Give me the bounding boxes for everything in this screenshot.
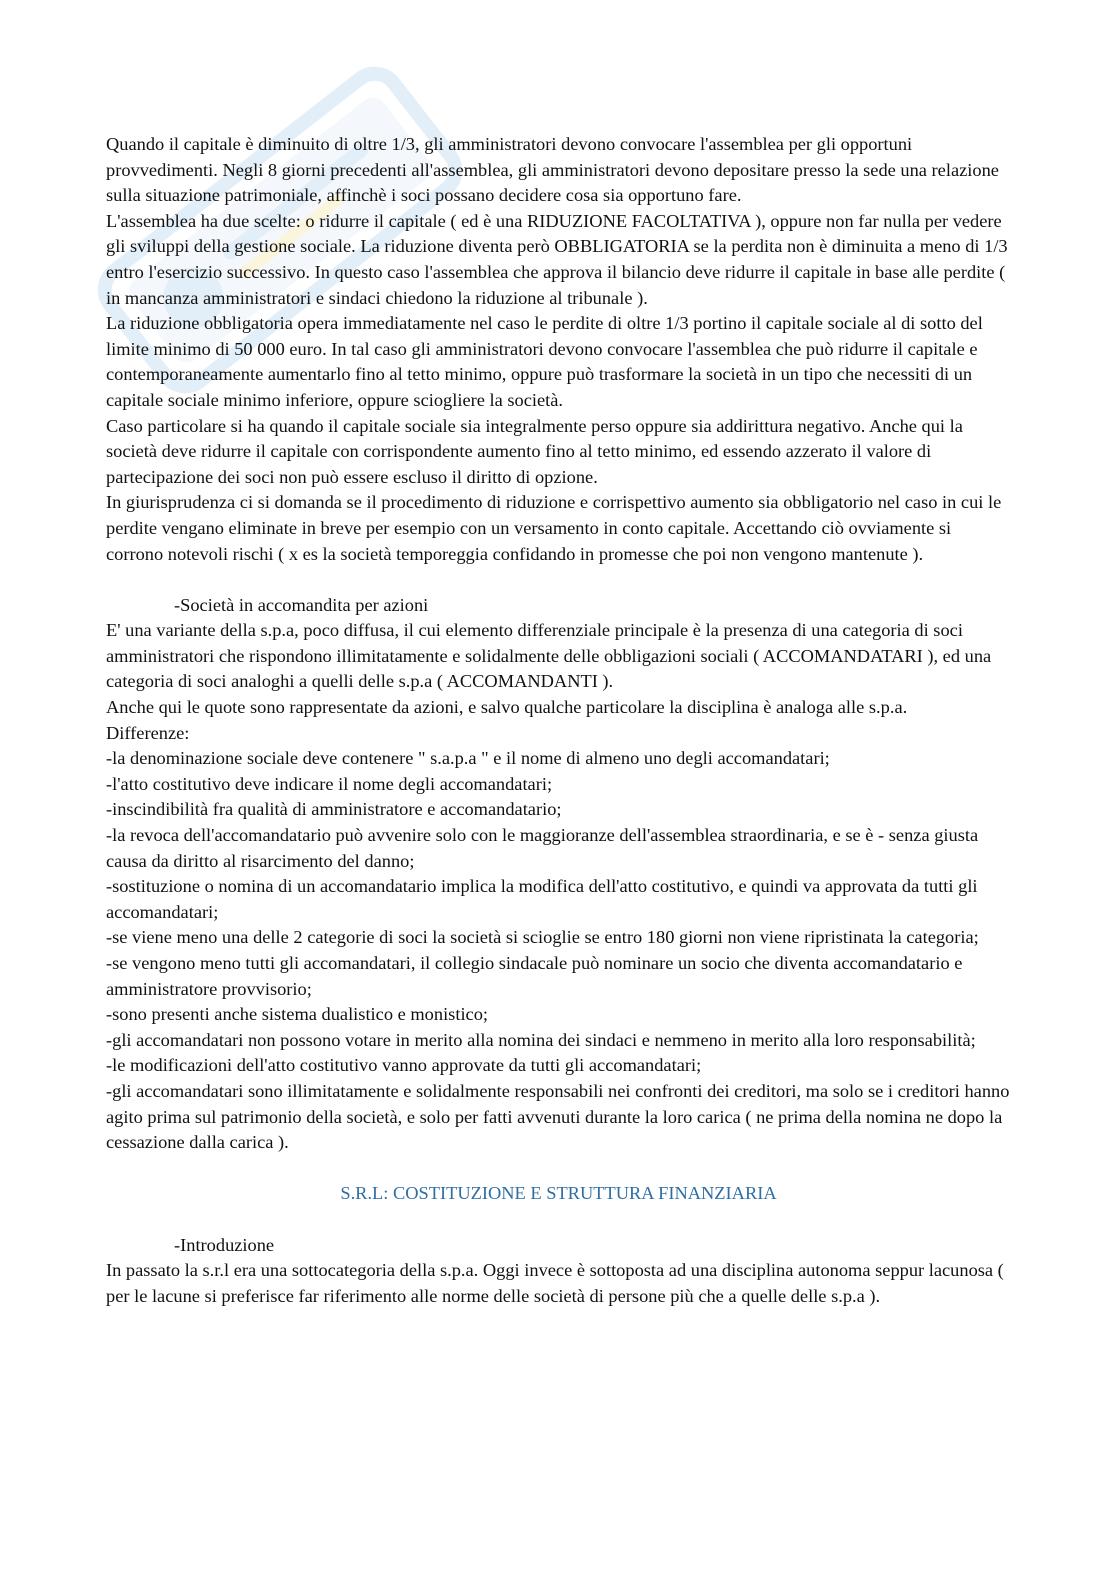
list-item: -se viene meno una delle 2 categorie di soci la società si scioglie se entro 180 giorni non viene ripristinata la categoria; xyxy=(106,927,979,948)
subheading-sapa: -Società in accomandita per azioni xyxy=(174,594,429,615)
list-item: -la revoca dell'accomandatario può avvenire solo con le maggioranze dell'assemblea straordinaria, e se è - senza giusta causa da diritto al risarcimento del danno; xyxy=(106,825,979,871)
list-item: -le modificazioni dell'atto costitutivo vanno approvate da tutti gli accomandatari; xyxy=(106,1055,702,1076)
paragraph: E' una variante della s.p.a, poco diffusa, il cui elemento differenziale principale è la presenza di una categoria di soci amministratori che rispondono illimitatamente e solidalmente delle obbligazioni sociali ( ACCOMANDATARI ), ed una categoria di soci analoghi a quelli delle s.p.a ( ACCOMANDANTI ). xyxy=(106,620,992,692)
paragraph: Anche qui le quote sono rappresentate da azioni, e salvo qualche particolare la disciplina è analoga alle s.p.a. xyxy=(106,697,908,718)
spacer xyxy=(106,567,1011,593)
list-item: -la denominazione sociale deve contenere " s.a.p.a " e il nome di almeno uno degli accomandatari; xyxy=(106,748,830,769)
list-item: -l'atto costitutivo deve indicare il nome degli accomandatari; xyxy=(106,773,553,794)
paragraph: La riduzione obbligatoria opera immediatamente nel caso le perdite di oltre 1/3 portino il capitale sociale al di sotto del limite minimo di 50 000 euro. In tal caso gli amministratori devono convocare l'assemblea che può ridurre il capitale e contemporaneamente aumentarlo fino al tetto minimo, oppure può trasformare la società in un tipo che necessiti di un capitale sociale minimo inferiore, oppure sciogliere la società. xyxy=(106,313,983,410)
paragraph: In passato la s.r.l era una sottocategoria della s.p.a. Oggi invece è sottoposta ad una disciplina autonoma seppur lacunosa ( per le lacune si preferisce far riferimento alle norme delle società di persone più che a quelle delle s.p.a ). xyxy=(106,1260,1004,1306)
document-body xyxy=(106,132,1011,1309)
spacer xyxy=(106,1207,1011,1233)
list-item: -gli accomandatari sono illimitatamente e solidalmente responsabili nei confronti dei creditori, ma solo se i creditori hanno agito prima sul patrimonio della società, e solo per fatti avvenuti durante la loro carica ( ne prima della nomina ne dopo la cessazione dalla carica ). xyxy=(106,1080,1010,1153)
list-item: -sono presenti anche sistema dualistico e monistico; xyxy=(106,1004,489,1025)
list-item: -gli accomandatari non possono votare in merito alla nomina dei sindaci e nemmeno in merito alla loro responsabilità; xyxy=(106,1029,976,1050)
list-item: -se vengono meno tutti gli accomandatari, il collegio sindacale può nominare un socio che diventa accomandatario e amministratore provvisorio; xyxy=(106,953,963,999)
list-item: -sostituzione o nomina di un accomandatario implica la modifica dell'atto costitutivo, e quindi va approvata da tutti gli accomandatari; xyxy=(106,876,978,922)
section-title: S.R.L: COSTITUZIONE E STRUTTURA FINANZIARIA xyxy=(340,1183,777,1204)
subheading-introduzione: -Introduzione xyxy=(174,1234,275,1255)
paragraph: L'assemblea ha due scelte: o ridurre il capitale ( ed è una RIDUZIONE FACOLTATIVA ), oppure non far nulla per vedere gli sviluppi della gestione sociale. La riduzione diventa però OBBLIGATORIA se la perdita non è diminuita a meno di 1/3 entro l'esercizio successivo. In questo caso l'assemblea che approva il bilancio deve ridurre il capitale in base alle perdite ( in mancanza amministratori e sindaci chiedono la riduzione al tribunale ). xyxy=(106,210,1008,308)
paragraph: Quando il capitale è diminuito di oltre 1/3, gli amministratori devono convocare l'assemblea per gli opportuni provvedimenti. Negli 8 giorni precedenti all'assemblea, gli amministratori devono depositare presso la sede una relazione sulla situazione patrimoniale, affinchè i soci possano decidere cosa sia opportuno fare. xyxy=(106,134,999,206)
paragraph: Differenze: xyxy=(106,722,190,743)
spacer xyxy=(106,1156,1011,1182)
list-item: -inscindibilità fra qualità di amministratore e accomandatario; xyxy=(106,799,562,820)
paragraph: Caso particolare si ha quando il capitale sociale sia integralmente perso oppure sia addirittura negativo. Anche qui la società deve ridurre il capitale con corrispondente aumento fino al tetto minimo, ed essendo azzerato il valore di partecipazione dei soci non può essere escluso il diritto di opzione. xyxy=(106,415,963,487)
paragraph: In giurisprudenza ci si domanda se il procedimento di riduzione e corrispettivo aumento sia obbligatorio nel caso in cui le perdite vengano eliminate in breve per esempio con un versamento in conto capitale. Accettando ciò ovviamente si corrono notevoli rischi ( x es la società temporeggia confidando in promesse che poi non vengono mantenute ). xyxy=(106,492,1002,564)
